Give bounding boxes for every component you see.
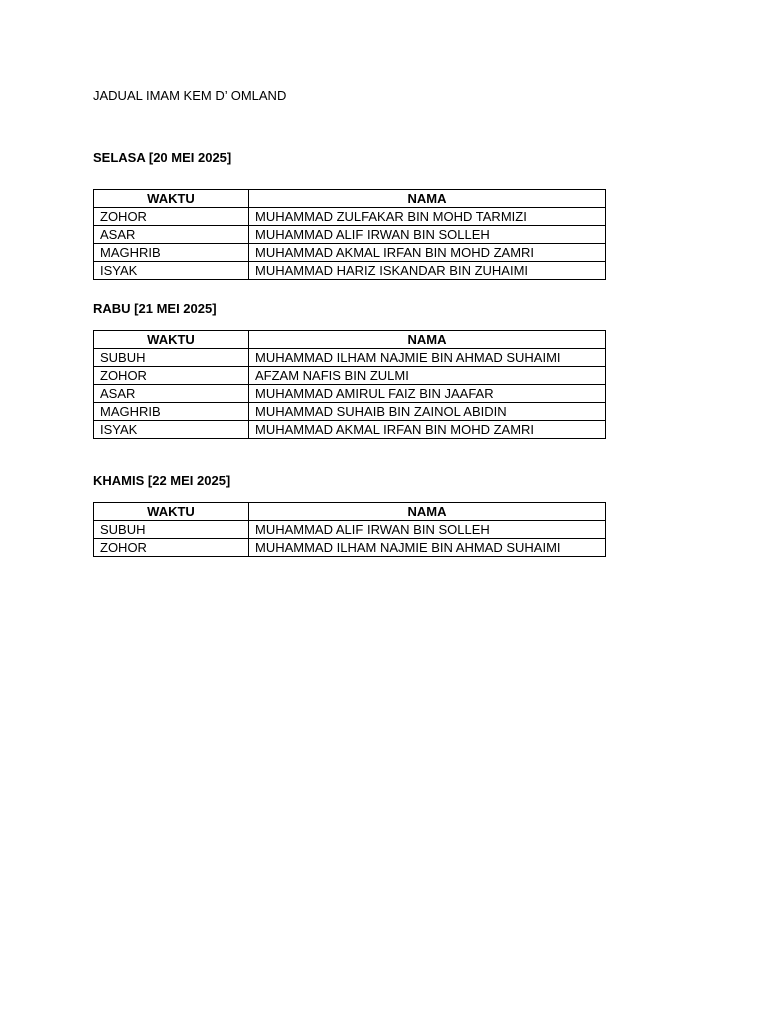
table-row [94, 421, 606, 439]
nama-cell: AFZAM NAFIS BIN ZULMI [249, 367, 606, 385]
column-header-nama: NAMA [249, 331, 606, 349]
table-row [94, 539, 606, 557]
table-row [94, 226, 606, 244]
table-row [94, 385, 606, 403]
nama-cell: MUHAMMAD ALIF IRWAN BIN SOLLEH [249, 521, 606, 539]
table-row [94, 244, 606, 262]
day-heading-selasa: SELASA [20 MEI 2025] [93, 150, 232, 165]
nama-cell: MUHAMMAD AKMAL IRFAN BIN MOHD ZAMRI [249, 244, 606, 262]
table-header-row [94, 503, 606, 521]
waktu-cell: ASAR [94, 385, 249, 403]
table-row [94, 208, 606, 226]
column-header-waktu: WAKTU [94, 190, 249, 208]
nama-cell: MUHAMMAD ALIF IRWAN BIN SOLLEH [249, 226, 606, 244]
waktu-cell: ISYAK [94, 262, 249, 280]
waktu-cell: ZOHOR [94, 367, 249, 385]
nama-cell: MUHAMMAD SUHAIB BIN ZAINOL ABIDIN [249, 403, 606, 421]
schedule-table-selasa [93, 189, 606, 280]
waktu-cell: SUBUH [94, 521, 249, 539]
schedule-table-rabu [93, 330, 606, 439]
table-header-row [94, 331, 606, 349]
nama-cell: MUHAMMAD AKMAL IRFAN BIN MOHD ZAMRI [249, 421, 606, 439]
column-header-waktu: WAKTU [94, 331, 249, 349]
column-header-nama: NAMA [249, 503, 606, 521]
table-row [94, 349, 606, 367]
waktu-cell: MAGHRIB [94, 403, 249, 421]
nama-cell: MUHAMMAD HARIZ ISKANDAR BIN ZUHAIMI [249, 262, 606, 280]
column-header-nama: NAMA [249, 190, 606, 208]
waktu-cell: MAGHRIB [94, 244, 249, 262]
schedule-table-khamis [93, 502, 606, 557]
column-header-waktu: WAKTU [94, 503, 249, 521]
document-title: JADUAL IMAM KEM D’ OMLAND [93, 88, 287, 103]
waktu-cell: ZOHOR [94, 208, 249, 226]
nama-cell: MUHAMMAD ILHAM NAJMIE BIN AHMAD SUHAIMI [249, 539, 606, 557]
nama-cell: MUHAMMAD AMIRUL FAIZ BIN JAAFAR [249, 385, 606, 403]
waktu-cell: ISYAK [94, 421, 249, 439]
nama-cell: MUHAMMAD ILHAM NAJMIE BIN AHMAD SUHAIMI [249, 349, 606, 367]
day-heading-rabu: RABU [21 MEI 2025] [93, 301, 217, 316]
table-row [94, 367, 606, 385]
table-row [94, 262, 606, 280]
day-heading-khamis: KHAMIS [22 MEI 2025] [93, 473, 231, 488]
waktu-cell: ZOHOR [94, 539, 249, 557]
table-row [94, 403, 606, 421]
waktu-cell: SUBUH [94, 349, 249, 367]
table-row [94, 521, 606, 539]
waktu-cell: ASAR [94, 226, 249, 244]
table-header-row [94, 190, 606, 208]
nama-cell: MUHAMMAD ZULFAKAR BIN MOHD TARMIZI [249, 208, 606, 226]
